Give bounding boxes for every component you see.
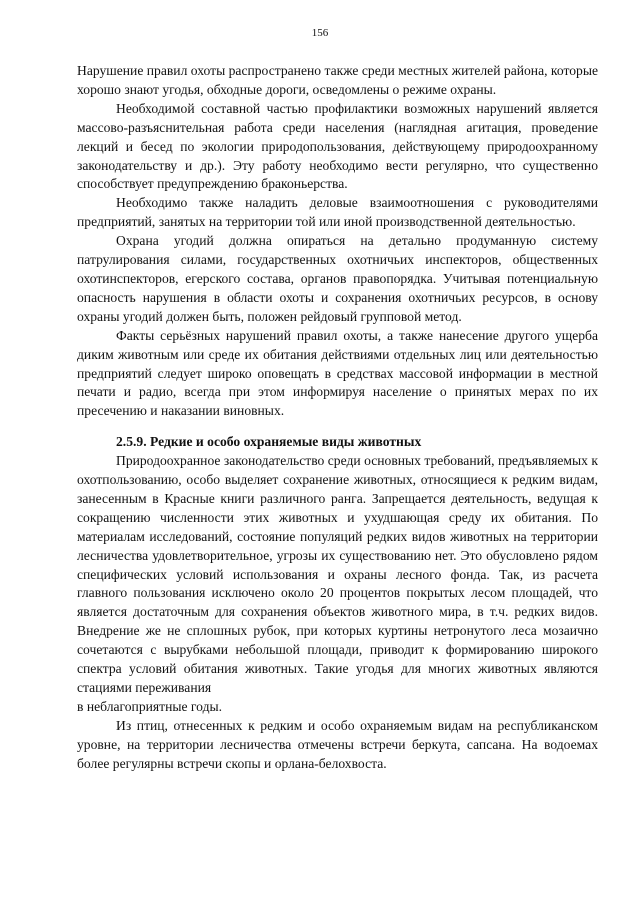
paragraph: Факты серьёзных нарушений правил охоты, а также нанесение другого ущерба диким животным или среде их обитания действиями отдельных лиц или деятельностью предприятий следует широко оповещать в средствах массовой информации в местной печати и радио, всегда при этом информируя население о принятых мерах по их пресечению и наказании виновных. xyxy=(77,327,598,419)
paragraph: Охрана угодий должна опираться на детально продуманную систему патрулирования силами, государственных охотничьих инспекторов, общественных охотинспекторов, егерского состава, органов правопорядка. Учитывая потенциальную опасность нарушения в области охоты и сохранения охотничьих ресурсов, в основу охраны угодий должен быть, положен рейдовый групповой метод. xyxy=(77,233,598,324)
section-heading: 2.5.9. Редкие и особо охраняемые виды животных xyxy=(116,434,422,450)
paragraph: Нарушение правил охоты распространено также среди местных жителей района, которые хорошо знают угодья, обходные дороги, осведомлены о режиме охраны. xyxy=(77,63,598,97)
page-number: 156 xyxy=(311,27,329,39)
paragraph: Необходимо также наладить деловые взаимоотношения с руководителями предприятий, занятых на территории той или иной производственной деятельностью. xyxy=(77,195,598,230)
page-content xyxy=(77,62,598,774)
paragraph: Природоохранное законодательство среди основных требований, предъявляемых к охотпользованию, особо выделяет сохранение животных, относящиеся к редким видам, занесенным в Красные книги различного ранга. Запрещается деятельность, ведущая к сокращению численности этих животных и ухудшающая среду их обитания. По материалам исследований, состояние популяций редких видов животных на территории лесничества удовлетворительное, угрозы их существованию нет. Это обусловлено рядом специфических условий использования и охраны лесного фонда. Так, из расчета главного пользования исключено около 20 процентов покрытых лесом площадей, что является достаточным для сохранения объектов животного мира, в т.ч. редких видов. Внедрение же не сплошных рубок, при которых куртины нетронутого леса мозаично сочетаются с вырубками небольшой площади, приводит к формированию широкого спектра условий обитания животных. Такие угодья для многих животных являются стациями переживания xyxy=(77,453,598,695)
paragraph: в неблагоприятные годы. xyxy=(77,698,223,714)
paragraph: Из птиц, отнесенных к редким и особо охраняемым видам на республиканском уровне, на территории лесничества отмечены встречи беркута, сапсана. На водоемах более регулярны встречи скопы и орлана-белохвоста. xyxy=(77,717,598,771)
paragraph: Необходимой составной частью профилактики возможных нарушений является массово-разъяснительная работа среди населения (наглядная агитация, проведение лекций и бесед по экологии природопользования, действующему природоохранному законодательству и др.). Эту работу необходимо вести регулярно, что существенно способствует предупреждению браконьерства. xyxy=(77,100,598,192)
